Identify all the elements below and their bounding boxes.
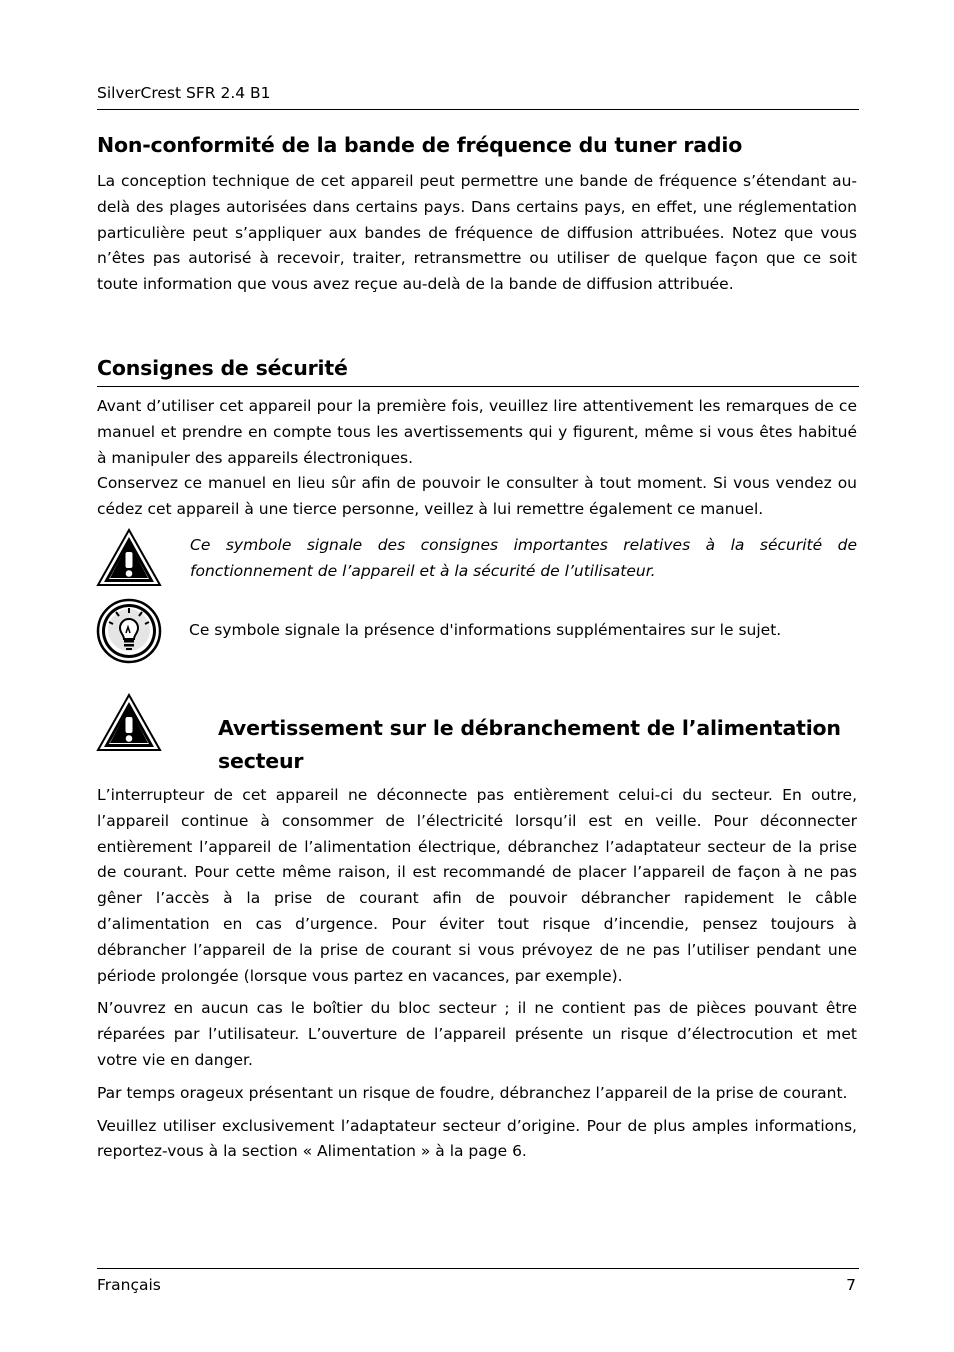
warning-triangle-icon	[96, 528, 162, 592]
paragraph: Avant d’utiliser cet appareil pour la première fois, veuillez lire attentivement les remarques de ce manuel et prendre en compte tous les avertissements qui y figurent, même si vous êtes habitué à manipuler des appareils électroniques.	[97, 397, 857, 467]
section-rule	[97, 386, 859, 387]
warning-note-text: Ce symbole signale des consignes importantes relatives à la sécurité de fonctionnement de l’appareil et à la sécurité de l’utilisateur.	[190, 536, 857, 580]
paragraph: Par temps orageux présentant un risque de foudre, débranchez l’appareil de la prise de courant.	[97, 1083, 848, 1102]
paragraph: L’interrupteur de cet appareil ne déconnecte pas entièrement celui-ci du secteur. En outre, l’appareil continue à consommer de l’électricité lorsqu’il est en veille. Pour déconnecter entièrement l’appareil de l’alimentation électrique, débranchez l’adaptateur secteur de la prise de courant. Pour cette même raison, il est recommandé de placer l’appareil de façon à ne pas gêner l’accès à la prise de courant afin de pouvoir débrancher rapidement le câble d’alimentation en cas d’urgence. Pour éviter tout risque d’incendie, pensez toujours à débrancher l’appareil de la prise de courant si vous prévoyez de ne pas l’utiliser pendant une période prolongée (lorsque vous partez en vacances, par exemple).	[97, 786, 857, 985]
section-title-safety: Consignes de sécurité	[97, 356, 348, 380]
section-body-power-disconnect	[97, 783, 857, 1165]
page-number: 7	[846, 1276, 856, 1294]
section-body-frequency	[97, 169, 857, 298]
paragraph: Veuillez utiliser exclusivement l’adaptateur secteur d’origine. Pour de plus amples informations, reportez-vous à la section « Alimentation » à la page 6.	[97, 1116, 857, 1161]
lightbulb-icon	[96, 598, 162, 668]
running-header: SilverCrest SFR 2.4 B1	[97, 84, 271, 102]
section-title-power-disconnect: Avertissement sur le débranchement de l’alimentation secteur	[218, 716, 841, 773]
paragraph: Conservez ce manuel en lieu sûr afin de pouvoir le consulter à tout moment. Si vous vendez ou cédez cet appareil à une tierce personne, veillez à lui remettre également ce manuel.	[97, 474, 857, 519]
footer-language: Français	[97, 1276, 161, 1294]
info-note-text: Ce symbole signale la présence d'informations supplémentaires sur le sujet.	[189, 621, 782, 639]
document-page	[97, 0, 859, 1352]
footer-rule	[97, 1268, 859, 1269]
paragraph: N’ouvrez en aucun cas le boîtier du bloc secteur ; il ne contient pas de pièces pouvant être réparées par l’utilisateur. L’ouverture de l’appareil présente un risque d’électrocution et met votre vie en danger.	[97, 999, 857, 1069]
section-title-frequency: Non-conformité de la bande de fréquence du tuner radio	[97, 133, 743, 157]
warning-triangle-icon	[96, 693, 162, 757]
header-rule	[97, 109, 859, 110]
paragraph: La conception technique de cet appareil peut permettre une bande de fréquence s’étendant au-delà des plages autorisées dans certains pays. Dans certains pays, en effet, une réglementation particulière peut s’appliquer aux bandes de fréquence de diffusion attribuées. Notez que vous n’êtes pas autorisé à recevoir, traiter, retransmettre ou utiliser de quelque façon que ce soit toute information que vous avez reçue au-delà de la bande de diffusion attribuée.	[97, 172, 857, 294]
section-body-safety	[97, 394, 857, 523]
info-note	[189, 618, 857, 644]
warning-note	[190, 533, 857, 585]
